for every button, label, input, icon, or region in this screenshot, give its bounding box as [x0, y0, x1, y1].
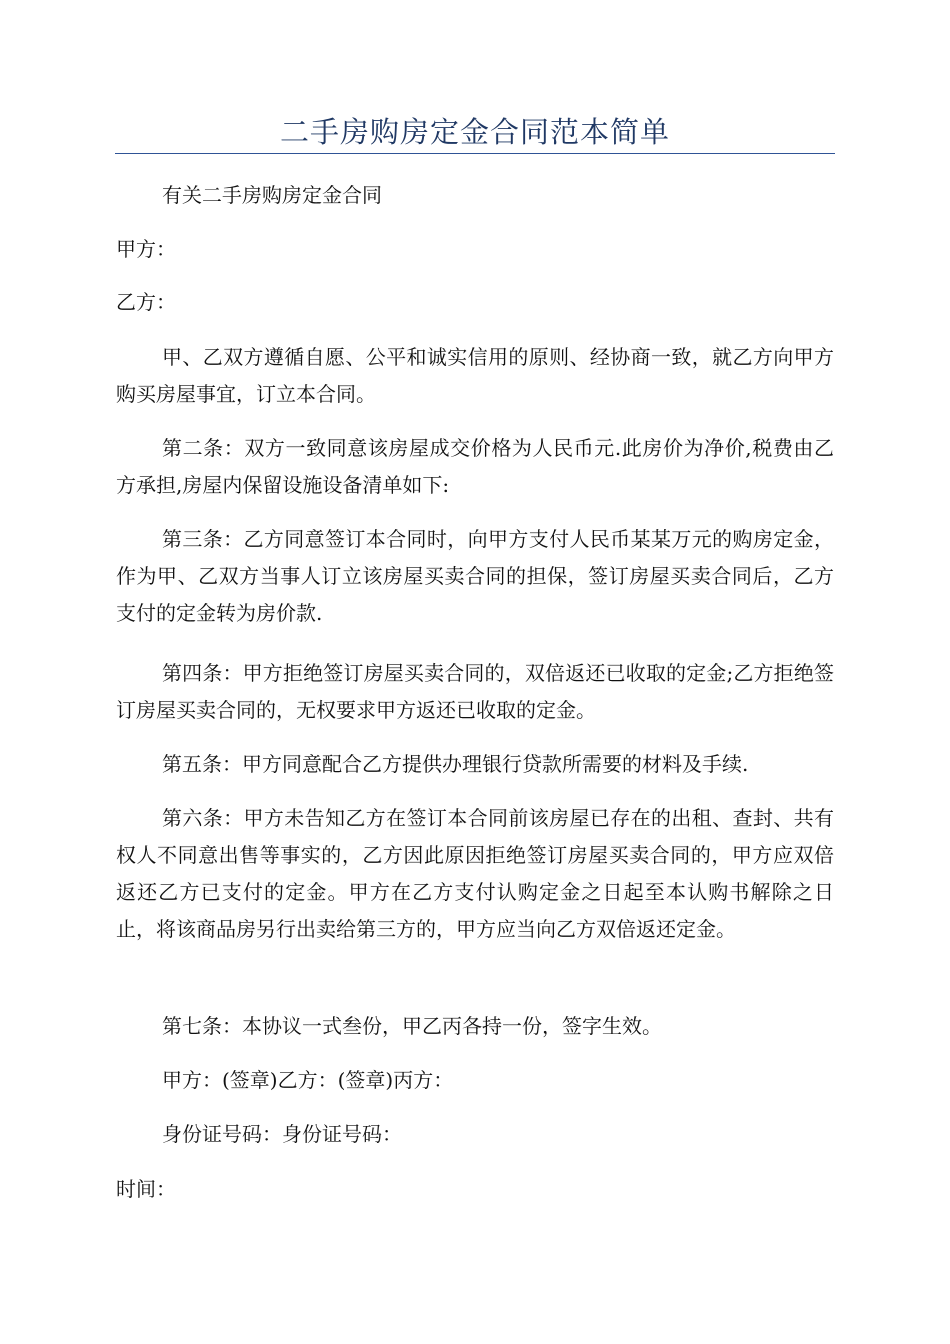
paragraph-date: 时间：	[116, 1177, 176, 1201]
paragraph-preamble: 甲、乙双方遵循自愿、公平和诚实信用的原则、经协商一致，就乙方向甲方购买房屋事宜，订立本合同。	[116, 345, 834, 406]
paragraph-intro: 有关二手房购房定金合同	[162, 183, 382, 207]
paragraph-article-2: 第二条：双方一致同意该房屋成交价格为人民币元.此房价为净价,税费由乙方承担,房屋内保留设施设备清单如下:	[116, 436, 834, 497]
paragraph-article-4: 第四条：甲方拒绝签订房屋买卖合同的，双倍返还已收取的定金;乙方拒绝签订房屋买卖合同的，无权要求甲方返还已收取的定金。	[116, 661, 834, 722]
paragraph-article-5: 第五条：甲方同意配合乙方提供办理银行贷款所需要的材料及手续.	[162, 752, 749, 776]
document-title: 二手房购房定金合同范本简单	[279, 115, 670, 149]
paragraph-article-7: 第七条：本协议一式叁份，甲乙丙各持一份，签字生效。	[162, 1014, 662, 1038]
paragraph-party-a: 甲方：	[116, 237, 176, 261]
paragraph-article-6: 第六条：甲方未告知乙方在签订本合同前该房屋已存在的出租、查封、共有权人不同意出售等事实的，乙方因此原因拒绝签订房屋买卖合同的，甲方应双倍返还乙方已支付的定金。甲方在乙方支付认购定金之日起至本认购书解除之日止，将该商品房另行出卖给第三方的，甲方应当向乙方双倍返还定金。	[116, 806, 834, 941]
paragraph-id-numbers: 身份证号码：身份证号码：	[162, 1122, 402, 1146]
title-underline	[115, 153, 835, 154]
paragraph-article-3: 第三条：乙方同意签订本合同时，向甲方支付人民币某某万元的购房定金，作为甲、乙双方当事人订立该房屋买卖合同的担保，签订房屋买卖合同后，乙方支付的定金转为房价款.	[116, 527, 834, 625]
paragraph-party-b: 乙方：	[116, 290, 176, 314]
paragraph-signatures: 甲方：(签章)乙方：(签章)丙方：	[162, 1068, 454, 1092]
